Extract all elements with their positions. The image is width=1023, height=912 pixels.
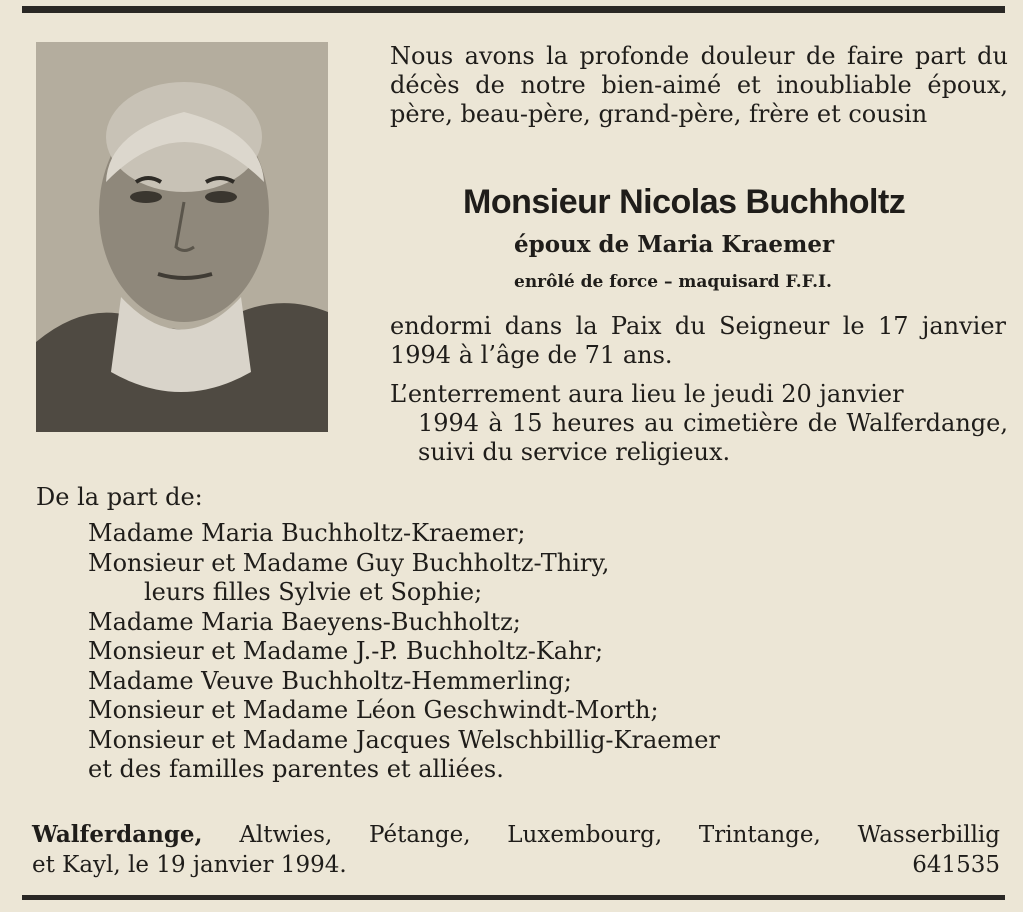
family-member: et des familles parentes et alliées. (88, 755, 504, 783)
family-member: Madame Maria Baeyens-Buchholtz; (88, 607, 521, 636)
death-text: endormi dans la Paix du Seigneur le 17 janvier 1994 à l’âge de 71 ans. (390, 312, 1006, 369)
family-member: Monsieur et Madame Guy Buchholtz-Thiry, (88, 548, 610, 577)
places-list: Altwies, Pétange, Luxembourg, Trintange, Wasserbillig (239, 822, 1001, 848)
family-member: Monsieur et Madame Jacques Welschbillig-Kraemer (88, 725, 720, 754)
footer-places-line (32, 820, 1000, 850)
family-member: leurs filles Sylvie et Sophie; (144, 578, 483, 606)
family-member: Madame Veuve Buchholtz-Hemmerling; (88, 666, 572, 695)
place-bold: Walferdange, (32, 821, 203, 848)
reference-number: 641535 (912, 852, 1000, 878)
family-member: Monsieur et Madame J.-P. Buchholtz-Kahr; (88, 637, 604, 665)
spouse-line: époux de Maria Kraemer (514, 231, 835, 258)
deceased-name: Monsieur Nicolas Buchholtz (463, 183, 906, 221)
bottom-rule (22, 895, 1005, 900)
family-member: Madame Maria Buchholtz-Kraemer; (88, 519, 526, 547)
portrait-photo (36, 42, 328, 432)
footer-date-line (32, 850, 1000, 880)
footer (32, 820, 1000, 880)
funeral-text: 1994 à 15 heures au cimetière de Walferdange, suivi du service religieux. (418, 409, 1008, 466)
family-list (88, 519, 720, 785)
intro-text: Nous avons la profonde douleur de faire part du décès de notre bien-aimé et inoubliable époux, père, beau-père, grand-père, frère et cousin (390, 42, 1008, 128)
family-member: Monsieur et Madame Léon Geschwindt-Morth; (88, 696, 659, 724)
status-line: enrôlé de force – maquisard F.F.I. (514, 272, 832, 292)
places-date: et Kayl, le 19 janvier 1994. (32, 852, 347, 878)
funeral-first-line: L’enterrement aura lieu le jeudi 20 janvier (390, 380, 904, 408)
top-rule (22, 6, 1005, 13)
from-label: De la part de: (36, 483, 203, 511)
